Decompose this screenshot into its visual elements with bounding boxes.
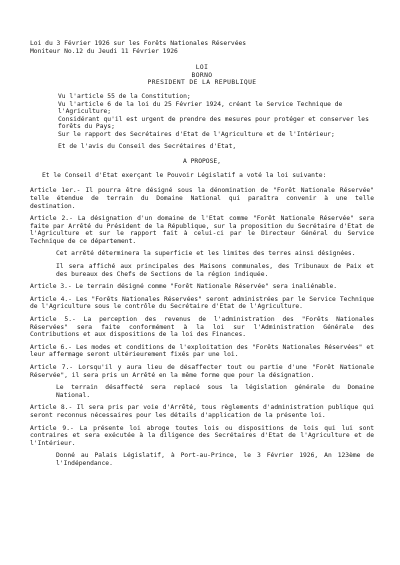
article-2-para-2 [30,250,374,258]
article-label: Article 8.- [30,404,73,412]
considerant-5: Et de l'avis du Conseil des Secrétaires d'Etat, [58,142,237,150]
president-role: PRESIDENT DE LA REPUBLIQUE [147,79,257,87]
article-2 [30,215,374,245]
article-label: Article 7.- [30,364,74,371]
article-3 [30,283,374,291]
article-2-para-3 [30,263,374,278]
article-6 [30,344,374,359]
article-text: Il sera pris par voie d'Arrêté, tous règlements d'administration publique qui seront reconnus nécessaires pour les détails d'application de la présente loi. [30,404,374,419]
law-date-line: Loi du 3 Février 1926 sur les Forêts Nationales Réservées [30,40,247,47]
law-title: LOI [195,64,209,72]
article-label: Article 4.- [30,295,72,303]
article-7 [30,364,374,379]
article-4 [30,296,374,311]
article-label: Article 5.- [30,316,76,324]
article-text: Il pourra être désigné sous la dénomination de "Forêt Nationale Réservée" telle étendue de terrain du Domaine National qui paraîtra convenir à une telle destination. [30,187,374,210]
propose-heading: A PROPOSE, [183,158,221,166]
article-text: La désignation d'un domaine de l'Etat comme "Forêt Nationale Réservée" sera faite par Arrêté du Président de la République, sur la proposition du Secrétaire d'Etat de l'Agriculture et sur le rapport fait à celui-ci par le Directeur Général du Service Technique de ce département. [30,215,375,245]
article-7-para-2 [30,384,374,399]
article-text: La perception des revenus de l'administration des "Forêts Nationales Réservées" sera faite conformément à la loi sur l'Administration Générale des Contributions et aux dispositions de la loi des Finances. [30,316,375,339]
article-label: Article 6.- [30,343,72,351]
article-label: Article 3.- [30,283,72,291]
intro-paragraph: Et le Conseil d'Etat exerçant le Pouvoir Législatif a voté la loi suivante: [42,171,327,179]
article-text: Il sera affiché aux principales des Maisons communales, des Tribunaux de Paix et des bureaux des Chefs de Sections de la région indiquée. [56,263,374,278]
considerants [30,93,374,150]
article-text: Cet arrêté déterminera la superficie et les limites des terres ainsi désignées. [56,250,356,258]
moniteur-line: Moniteur No.12 du Jeudi 11 Février 1926 [30,47,178,55]
article-text: Le terrain désigné comme "Forêt Nationale Réservée" sera inaliénable. [75,283,338,291]
articles [30,187,374,447]
article-1 [30,187,374,210]
article-label: Article 2.- [30,215,73,223]
article-text: Lorsqu'il y aura lieu de désaffecter tout ou partie d'une "Forêt Nationale Réservée", il sera pris un Arrêté en la même forme que pour la désignation. [30,364,375,379]
closing-paragraph: Donné au Palais Législatif, à Port-au-Prince, le 3 Février 1926, An 123ème de l'Indépendance. [56,452,374,467]
article-9 [30,425,374,448]
considerant-3: Considérant qu'il est urgent de prendre des mesures pour protéger et conserver les forêts du Pays; [58,115,369,131]
article-label: Article 9.- [30,424,74,432]
considerant-4: Sur le rapport des Secrétaires d'Etat de l'Agriculture et de l'Intérieur; [58,130,335,138]
article-label: Article 1er.- [30,187,81,195]
considerant-1: Vu l'article 55 de la Constitution; [58,92,191,100]
article-text: Les "Forêts Nationales Réservées" seront administrées par le Service Technique de l'Agriculture sous le contrôle du Secrétaire d'Etat de l'Agriculture. [30,295,375,311]
article-text: La présente loi abroge toutes lois ou dispositions de lois qui lui sont contraires et sera exécutée à la diligence des Secrétaires d'Etat de l'Agriculture et de l'Intérieur. [30,424,374,447]
president-name: BORNO [191,71,213,79]
article-8 [30,404,374,419]
title-block [30,64,374,87]
article-text: Les modes et conditions de l'exploitation des "Forêts Nationales Réservées" et leur affermage seront ultérieurement fixés par une loi. [30,343,375,359]
article-5 [30,316,374,339]
publication-header [30,40,374,55]
article-text: Le terrain désaffecté sera replacé sous la législation générale du Domaine National. [56,384,374,399]
considerant-2: Vu l'article 6 de la loi du 25 Février 1924, créant le Service Technique de l'Agriculture; [58,100,343,116]
